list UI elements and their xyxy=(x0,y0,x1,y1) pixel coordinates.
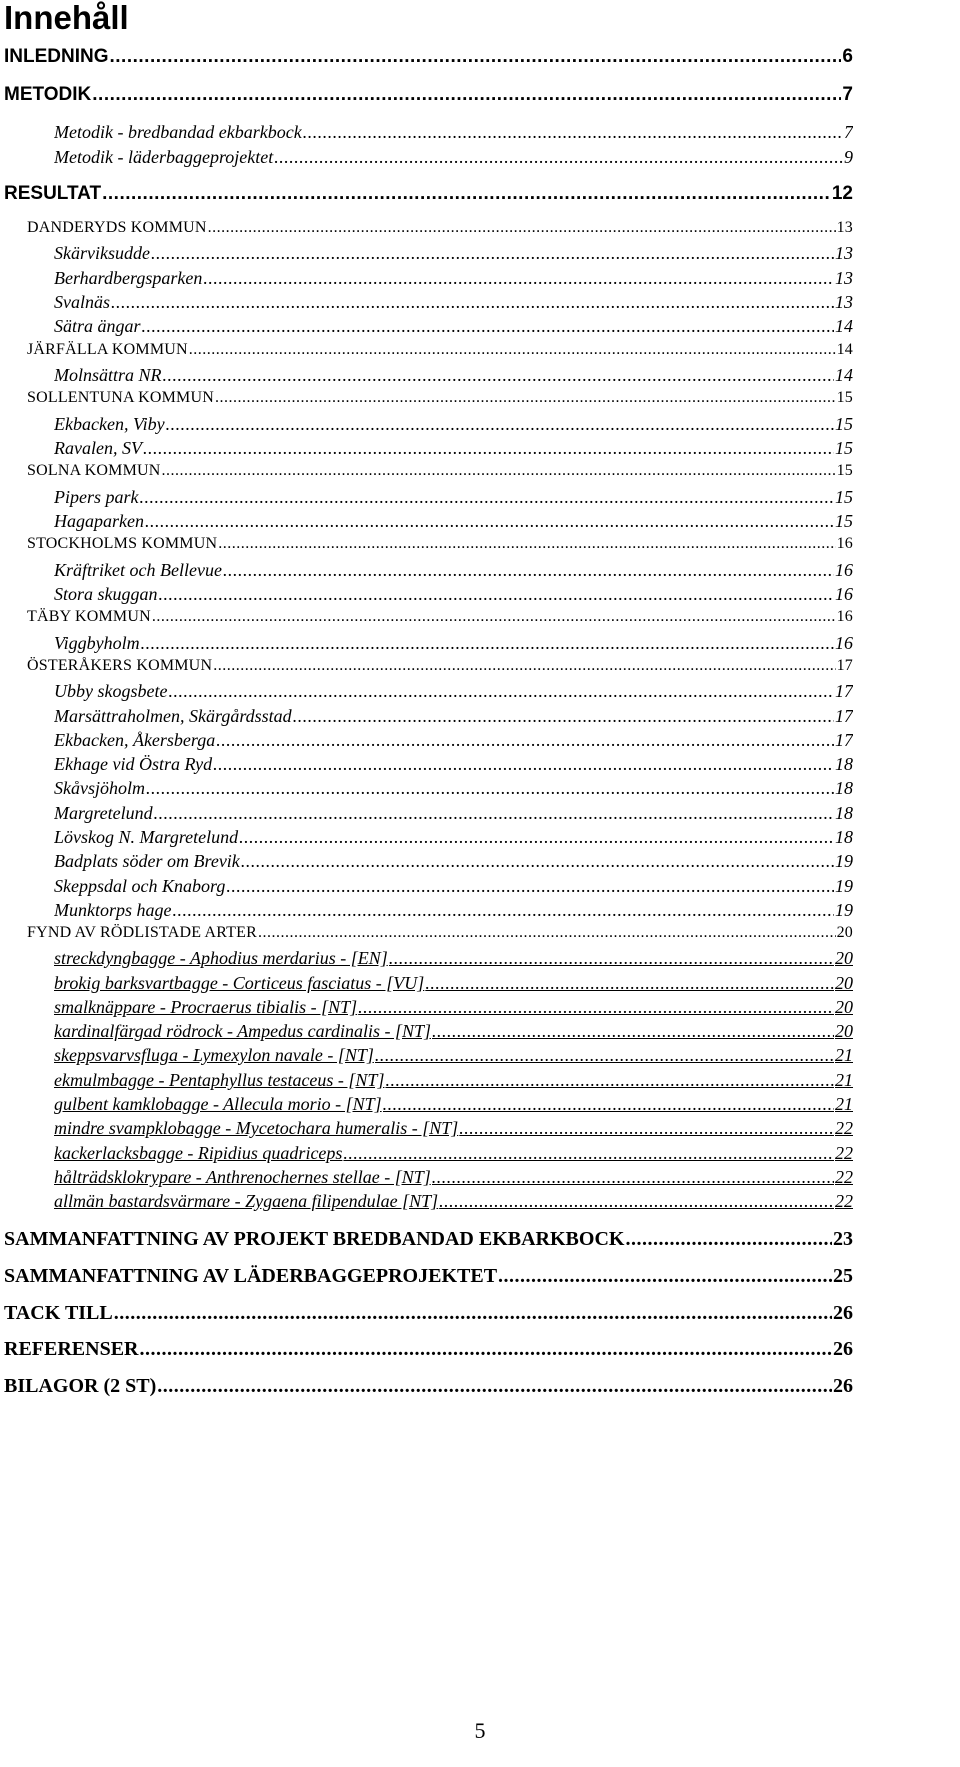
toc-dot-leader xyxy=(343,1143,834,1164)
toc-entry-label: TÄBY KOMMUN xyxy=(27,608,151,625)
toc-dot-leader xyxy=(146,778,834,799)
toc-entry[interactable] xyxy=(54,827,853,848)
page-number: 5 xyxy=(474,1718,486,1743)
toc-entry[interactable] xyxy=(54,876,853,897)
toc-dot-leader xyxy=(141,633,834,654)
toc-dot-leader xyxy=(215,389,836,407)
toc-dot-leader xyxy=(152,608,836,626)
toc-dot-leader xyxy=(159,584,835,605)
toc-entry[interactable] xyxy=(27,219,853,237)
toc-entry[interactable] xyxy=(54,584,853,605)
toc-entry-page: 17 xyxy=(835,706,853,726)
toc-entry-page: 20 xyxy=(835,997,853,1017)
toc-entry-page: 15 xyxy=(835,511,853,531)
toc-dot-leader xyxy=(208,219,836,237)
toc-dot-leader xyxy=(189,341,836,359)
toc-entry-page: 22 xyxy=(835,1191,853,1211)
toc-entry[interactable] xyxy=(54,1191,853,1212)
toc-entry[interactable] xyxy=(54,1070,853,1091)
toc-entry[interactable] xyxy=(4,84,853,106)
toc-dot-leader xyxy=(151,243,834,264)
toc-entry-label: ÖSTERÅKERS KOMMUN xyxy=(27,657,213,674)
toc-entry-label: skeppsvarvsfluga - Lymexylon navale - [NT] xyxy=(54,1045,374,1065)
toc-entry-label: Kräftriket och Bellevue xyxy=(54,560,222,580)
toc-entry[interactable] xyxy=(4,1302,853,1325)
toc-entry[interactable] xyxy=(54,754,853,775)
toc-entry-page: 15 xyxy=(835,438,853,458)
toc-entry-page: 7 xyxy=(844,122,853,142)
toc-dot-leader xyxy=(241,851,834,872)
toc-entry-label: REFERENSER xyxy=(4,1338,139,1360)
toc-entry-label: FYND AV RÖDLISTADE ARTER xyxy=(27,924,257,941)
toc-dot-leader xyxy=(303,122,843,143)
toc-entry[interactable] xyxy=(54,973,853,994)
toc-entry-page: 17 xyxy=(835,730,853,750)
toc-entry-label: Molnsättra NR xyxy=(54,365,162,385)
toc-entry[interactable] xyxy=(27,608,853,626)
toc-entry[interactable] xyxy=(54,487,853,508)
toc-entry-page: 15 xyxy=(836,389,853,406)
toc-entry-label: SAMMANFATTNING AV LÄDERBAGGEPROJEKTET xyxy=(4,1265,498,1287)
toc-entry-label: streckdyngbagge - Aphodius merdarius - [EN] xyxy=(54,948,388,968)
toc-entry-page: 15 xyxy=(835,414,853,434)
toc-entry-label: DANDERYDS KOMMUN xyxy=(27,219,207,236)
toc-entry-page: 17 xyxy=(836,657,853,674)
toc-dot-leader xyxy=(203,268,834,289)
toc-entry-label: Skärviksudde xyxy=(54,243,150,263)
toc-entry-page: 13 xyxy=(835,243,853,263)
toc-dot-leader xyxy=(218,535,835,553)
toc-entry[interactable] xyxy=(54,1118,853,1139)
toc-entry[interactable] xyxy=(4,1375,853,1398)
toc-entry-page: 14 xyxy=(835,316,853,336)
toc-entry-page: 20 xyxy=(835,973,853,993)
toc-entry[interactable] xyxy=(27,924,853,942)
toc-entry[interactable] xyxy=(54,1045,853,1066)
toc-heading: Innehåll xyxy=(4,0,129,36)
toc-entry-label: Berhardbergsparken xyxy=(54,268,203,288)
toc-entry-label: Stora skuggan xyxy=(54,584,158,604)
toc-entry-page: 6 xyxy=(842,46,853,67)
toc-dot-leader xyxy=(92,84,841,106)
toc-entry-label: smalknäppare - Procraerus tibialis - [NT] xyxy=(54,997,358,1017)
toc-dot-leader xyxy=(114,1302,832,1325)
toc-entry-label: hålträdsklokrypare - Anthrenochernes stellae - [NT] xyxy=(54,1167,431,1187)
toc-entry-label: RESULTAT xyxy=(4,183,102,204)
toc-dot-leader xyxy=(293,706,834,727)
toc-dot-leader xyxy=(439,1191,834,1212)
toc-dot-leader xyxy=(432,1021,834,1042)
toc-entry[interactable] xyxy=(54,997,853,1018)
toc-entry-label: Svalnäs xyxy=(54,292,110,312)
toc-entry-label: Sätra ängar xyxy=(54,316,141,336)
toc-entry-label: SAMMANFATTNING AV PROJEKT BREDBANDAD EKBARKBOCK xyxy=(4,1228,625,1250)
toc-dot-leader xyxy=(223,560,834,581)
toc-entry[interactable] xyxy=(54,900,853,921)
toc-entry-page: 9 xyxy=(844,147,853,167)
toc-dot-leader xyxy=(143,438,834,459)
toc-dot-leader xyxy=(110,46,842,68)
toc-entry-label: Skåvsjöholm xyxy=(54,778,145,798)
toc-entry-label: Ekbacken, Åkersberga xyxy=(54,730,216,750)
toc-entry-page: 16 xyxy=(835,584,853,604)
toc-entry[interactable] xyxy=(27,389,853,407)
toc-entry-page: 22 xyxy=(835,1167,853,1187)
toc-entry[interactable] xyxy=(54,438,853,459)
toc-entry[interactable] xyxy=(54,365,853,386)
toc-entry-label: SOLNA KOMMUN xyxy=(27,462,161,479)
toc-entry[interactable] xyxy=(54,414,853,435)
toc-entry[interactable] xyxy=(54,511,853,532)
toc-entry-label: allmän bastardsvärmare - Zygaena filipendulae [NT] xyxy=(54,1191,439,1211)
toc-entry[interactable] xyxy=(4,1228,853,1251)
toc-entry-label: Ekbacken, Viby xyxy=(54,414,165,434)
toc-dot-leader xyxy=(157,1375,832,1398)
toc-entry-label: JÄRFÄLLA KOMMUN xyxy=(27,341,188,358)
toc-entry-page: 16 xyxy=(836,535,853,552)
toc-dot-leader xyxy=(102,183,831,205)
toc-entry[interactable] xyxy=(54,147,853,168)
toc-entry-page: 13 xyxy=(836,219,853,236)
toc-dot-leader xyxy=(140,487,835,508)
toc-entry-label: Viggbyholm xyxy=(54,633,140,653)
toc-dot-leader xyxy=(385,1070,834,1091)
toc-entry-page: 21 xyxy=(835,1045,853,1065)
toc-dot-leader xyxy=(389,948,834,969)
toc-entry-page: 15 xyxy=(836,462,853,479)
toc-entry-label: ekmulmbagge - Pentaphyllus testaceus - [NT] xyxy=(54,1070,385,1090)
toc-dot-leader xyxy=(432,1167,834,1188)
toc-dot-leader xyxy=(111,292,834,313)
toc-dot-leader xyxy=(145,511,834,532)
toc-entry-label: brokig barksvartbagge - Corticeus fasciatus - [VU] xyxy=(54,973,425,993)
toc-entry-page: 18 xyxy=(835,803,853,823)
toc-entry[interactable] xyxy=(27,535,853,553)
toc-entry-page: 15 xyxy=(835,487,853,507)
toc-entry-label: Lövskog N. Margretelund xyxy=(54,827,239,847)
toc-entry-page: 13 xyxy=(835,268,853,288)
toc-dot-leader xyxy=(383,1094,834,1115)
toc-entry-label: Pipers park xyxy=(54,487,139,507)
toc-entry-page: 14 xyxy=(835,365,853,385)
toc-entry[interactable] xyxy=(54,778,853,799)
toc-entry[interactable] xyxy=(54,681,853,702)
toc-dot-leader xyxy=(172,900,834,921)
toc-entry-page: 22 xyxy=(835,1118,853,1138)
toc-dot-leader xyxy=(459,1118,834,1139)
toc-entry-page: 21 xyxy=(835,1094,853,1114)
toc-entry-label: Ubby skogsbete xyxy=(54,681,168,701)
toc-entry[interactable] xyxy=(54,851,853,872)
toc-dot-leader xyxy=(358,997,834,1018)
toc-entry[interactable] xyxy=(54,292,853,313)
toc-entry-page: 26 xyxy=(833,1338,853,1360)
toc-entry-label: Metodik - läderbaggeprojektet xyxy=(54,147,274,167)
toc-entry-page: 23 xyxy=(833,1228,853,1250)
toc-dot-leader xyxy=(168,681,834,702)
toc-entry[interactable] xyxy=(54,122,853,143)
toc-entry[interactable] xyxy=(4,1265,853,1288)
toc-entry-page: 26 xyxy=(833,1302,853,1324)
toc-entry-label: Margretelund xyxy=(54,803,153,823)
toc-entry-page: 20 xyxy=(836,924,853,941)
toc-entry-page: 19 xyxy=(835,900,853,920)
toc-dot-leader xyxy=(139,1338,832,1361)
toc-entry-label: mindre svampklobagge - Mycetochara humeralis - [NT] xyxy=(54,1118,459,1138)
toc-entry[interactable] xyxy=(54,948,853,969)
toc-dot-leader xyxy=(226,876,834,897)
toc-entry-page: 16 xyxy=(836,608,853,625)
toc-entry-label: Hagaparken xyxy=(54,511,144,531)
toc-entry[interactable] xyxy=(27,462,853,480)
toc-dot-leader xyxy=(213,657,835,675)
toc-entry-page: 16 xyxy=(835,633,853,653)
toc-dot-leader xyxy=(375,1045,834,1066)
toc-entry-page: 13 xyxy=(835,292,853,312)
toc-dot-leader xyxy=(162,462,836,480)
toc-entry[interactable] xyxy=(54,560,853,581)
toc-entry[interactable] xyxy=(54,1021,853,1042)
toc-entry[interactable] xyxy=(54,706,853,727)
toc-entry-page: 22 xyxy=(835,1143,853,1163)
toc-entry[interactable] xyxy=(54,1167,853,1188)
toc-dot-leader xyxy=(166,414,834,435)
toc-entry-label: Skeppsdal och Knaborg xyxy=(54,876,226,896)
toc-dot-leader xyxy=(216,730,834,751)
toc-entry-label: SOLLENTUNA KOMMUN xyxy=(27,389,214,406)
toc-entry-page: 7 xyxy=(842,84,853,105)
toc-entry-page: 18 xyxy=(835,827,853,847)
toc-entry-label: kackerlacksbagge - Ripidius quadriceps xyxy=(54,1143,343,1163)
toc-entry[interactable] xyxy=(54,268,853,289)
toc-entry[interactable] xyxy=(4,1338,853,1361)
toc-entry-label: BILAGOR (2 ST) xyxy=(4,1375,157,1397)
toc-entry[interactable] xyxy=(4,46,853,68)
toc-entry-label: Ekhage vid Östra Ryd xyxy=(54,754,213,774)
toc-dot-leader xyxy=(498,1265,832,1288)
toc-entry-page: 26 xyxy=(833,1375,853,1397)
toc-entry-page: 14 xyxy=(836,341,853,358)
toc-entry-page: 17 xyxy=(835,681,853,701)
toc-dot-leader xyxy=(154,803,834,824)
toc-entry-label: Marsättraholmen, Skärgårdsstad xyxy=(54,706,292,726)
toc-entry-page: 12 xyxy=(831,183,853,204)
toc-entry-label: STOCKHOLMS KOMMUN xyxy=(27,535,218,552)
toc-dot-leader xyxy=(274,147,843,168)
toc-dot-leader xyxy=(239,827,834,848)
toc-entry[interactable] xyxy=(4,183,853,205)
toc-entry-page: 16 xyxy=(835,560,853,580)
toc-entry-label: kardinalfärgad rödrock - Ampedus cardinalis - [NT] xyxy=(54,1021,431,1041)
toc-entry-label: Metodik - bredbandad ekbarkbock xyxy=(54,122,302,142)
toc-entry-page: 21 xyxy=(835,1070,853,1090)
toc-entry-page: 20 xyxy=(835,1021,853,1041)
toc-dot-leader xyxy=(625,1228,832,1251)
toc-entry-label: INLEDNING xyxy=(4,46,109,67)
toc-entry[interactable] xyxy=(27,341,853,359)
toc-dot-leader xyxy=(142,316,834,337)
toc-entry-label: gulbent kamklobagge - Allecula morio - [NT] xyxy=(54,1094,382,1114)
toc-entry[interactable] xyxy=(27,657,853,675)
toc-dot-leader xyxy=(258,924,836,942)
toc-entry-page: 18 xyxy=(835,778,853,798)
toc-dot-leader xyxy=(425,973,834,994)
toc-entry-label: Ravalen, SV xyxy=(54,438,142,458)
toc-entry-page: 19 xyxy=(835,851,853,871)
toc-entry[interactable] xyxy=(54,243,853,264)
toc-entry-page: 18 xyxy=(835,754,853,774)
toc-entry-label: Badplats söder om Brevik xyxy=(54,851,240,871)
toc-entry-label: METODIK xyxy=(4,84,92,105)
toc-entry[interactable] xyxy=(54,1143,853,1164)
toc-entry-page: 25 xyxy=(833,1265,853,1287)
toc-entry-label: TACK TILL xyxy=(4,1302,113,1324)
toc-entry-label: Munktorps hage xyxy=(54,900,172,920)
toc-entry[interactable] xyxy=(54,1094,853,1115)
toc-entry[interactable] xyxy=(54,803,853,824)
toc-dot-leader xyxy=(163,365,834,386)
toc-entry-page: 20 xyxy=(835,948,853,968)
toc-entry[interactable] xyxy=(54,730,853,751)
toc-entry[interactable] xyxy=(54,633,853,654)
toc-entry[interactable] xyxy=(54,316,853,337)
toc-entry-page: 19 xyxy=(835,876,853,896)
toc-dot-leader xyxy=(213,754,834,775)
